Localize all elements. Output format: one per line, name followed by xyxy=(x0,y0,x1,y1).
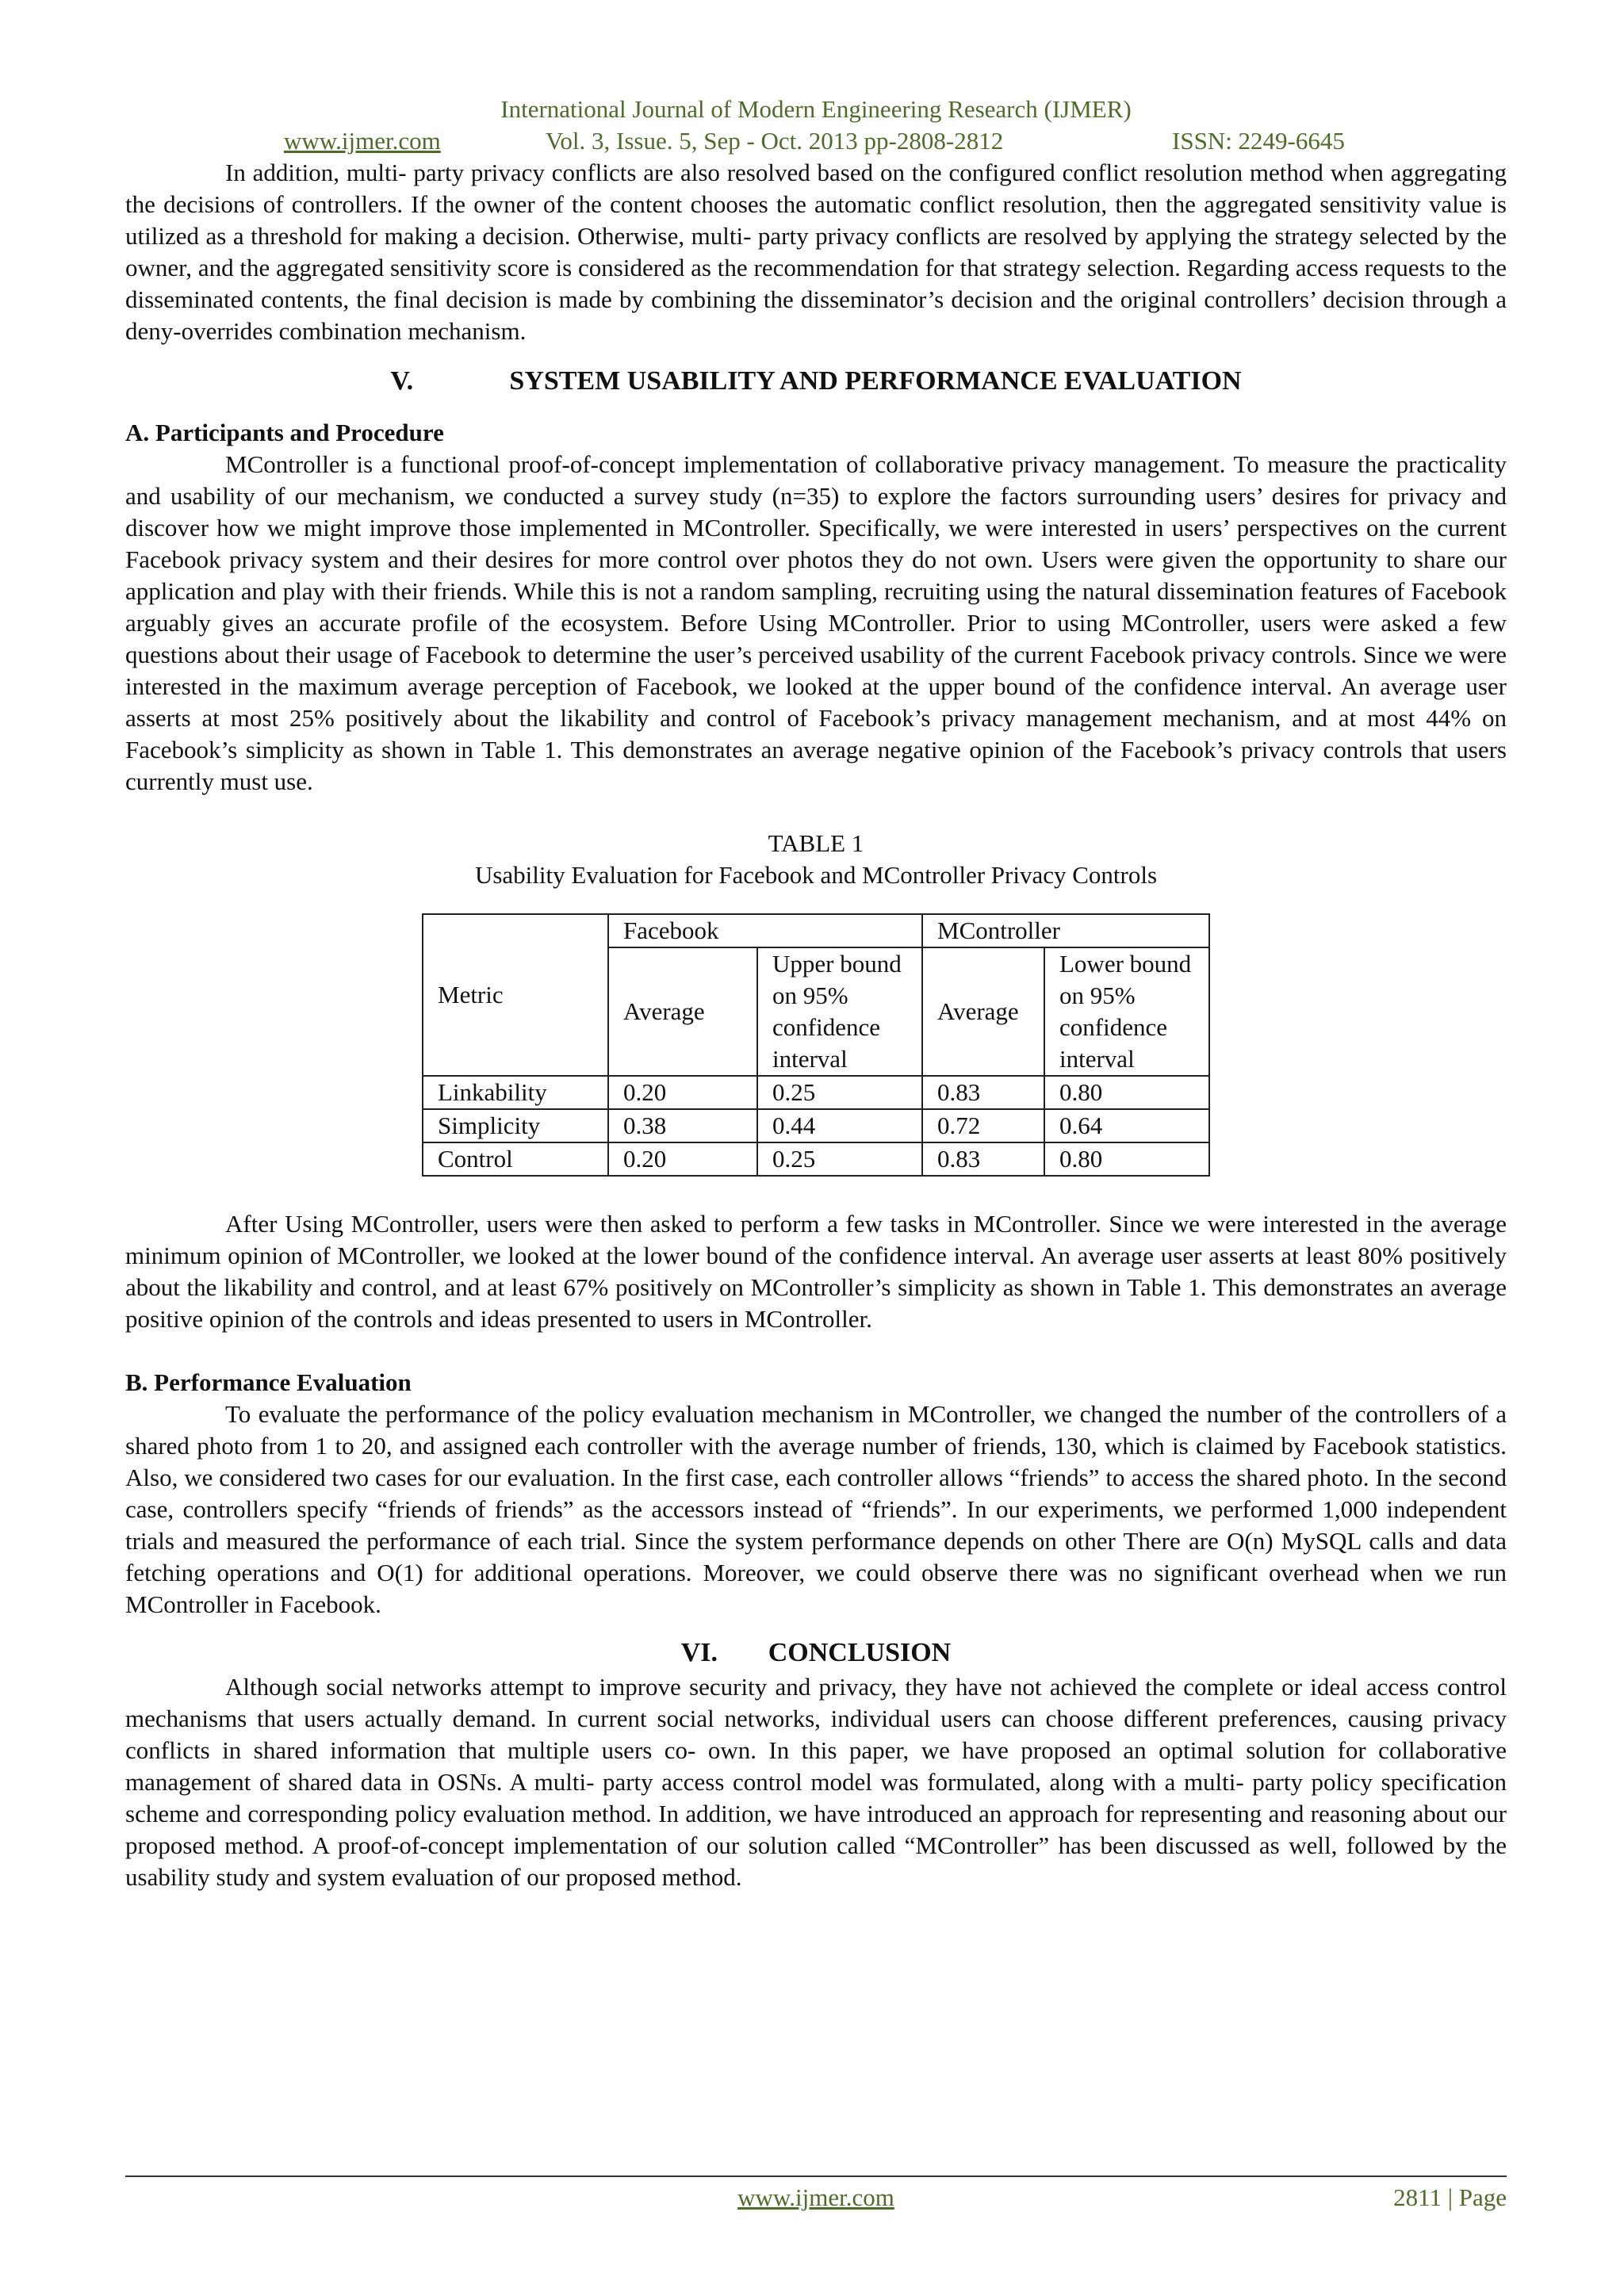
header-volume: Vol. 3, Issue. 5, Sep - Oct. 2013 pp-2808-2812 xyxy=(546,127,1004,155)
table-cell-fb-avg: 0.20 xyxy=(608,1076,757,1109)
table-cell-mc-lower: 0.80 xyxy=(1044,1142,1209,1176)
table-header-mc-average: Average xyxy=(922,947,1044,1076)
table-cell-fb-upper: 0.25 xyxy=(757,1142,922,1176)
table-row xyxy=(423,1109,1209,1142)
table-header-facebook: Facebook xyxy=(608,914,922,947)
section-6-heading xyxy=(125,1635,1507,1671)
table-cell-fb-avg: 0.38 xyxy=(608,1109,757,1142)
table-caption: Usability Evaluation for Facebook and MController Privacy Controls xyxy=(474,861,1158,889)
table-cell-fb-upper: 0.44 xyxy=(757,1109,922,1142)
table-cell-fb-avg: 0.20 xyxy=(608,1142,757,1176)
table-label: TABLE 1 xyxy=(768,829,864,857)
header-meta xyxy=(125,125,1507,157)
section-6-number: VI. xyxy=(680,1638,718,1667)
subsection-a-paragraph-2: After Using MController, users were then asked to perform a few tasks in MController. Since we were interested in the average minimum opinion of MController, we looked at the lower bound of the confidence interval. An average user asserts at least 80% positively about the likability and control, and at least 67% positively on MController’s simplicity as shown in Table 1. This demonstrates an average positive opinion of the controls and ideas presented to users in MController. xyxy=(125,1210,1507,1333)
subsection-a-paragraph-1: MController is a functional proof-of-concept implementation of collaborative privacy management. To measure the practicality and usability of our mechanism, we conducted a survey study (n=35) to explore the factors surrounding users’ desires for privacy and discover how we might improve those implemented in MController. Specifically, we were interested in users’ perspectives on the current Facebook privacy system and their desires for more control over photos they do not own. Users were given the opportunity to share our application and play with their friends. While this is not a random sampling, recruiting using the natural dissemination features of Facebook arguably gives an accurate profile of the ecosystem. Before Using MController. Prior to using MController, users were asked a few questions about their usage of Facebook to determine the user’s perceived usability of the current Facebook privacy controls. Since we were interested in the maximum average perception of Facebook, we looked at the upper bound of the confidence interval. An average user asserts at most 25% positively about the likability and control of Facebook’s privacy management mechanism, and at most 44% on Facebook’s simplicity as shown in Table 1. This demonstrates an average negative opinion of the Facebook’s privacy controls that users currently must use. xyxy=(125,450,1507,795)
table-header-fb-average: Average xyxy=(608,947,757,1076)
table-cell-fb-upper: 0.25 xyxy=(757,1076,922,1109)
section-6-title: CONCLUSION xyxy=(768,1638,952,1667)
table-row xyxy=(423,1142,1209,1176)
table-cell-metric: Control xyxy=(423,1142,608,1176)
table-cell-mc-avg: 0.83 xyxy=(922,1142,1044,1176)
section-5-title: SYSTEM USABILITY AND PERFORMANCE EVALUATION xyxy=(509,366,1242,396)
subsection-b-paragraph: To evaluate the performance of the policy evaluation mechanism in MController, we changed the number of the controllers of a shared photo from 1 to 20, and assigned each controller with the average number of friends, 130, which is claimed by Facebook statistics. Also, we considered two cases for our evaluation. In the first case, each controller allows “friends” to access the shared photo. In the second case, controllers specify “friends of friends” as the accessors instead of “friends”. In our experiments, we performed 1,000 independent trials and measured the performance of each trial. Since the system performance depends on other There are O(n) MySQL calls and data fetching operations and O(1) for additional operations. Moreover, we could observe there was no significant overhead when we run MController in Facebook. xyxy=(125,1400,1507,1618)
table-header-mc-lower-bound: Lower bound on 95% confidence interval xyxy=(1044,947,1209,1076)
subsection-a-title: A. Participants and Procedure xyxy=(125,419,444,446)
table-header-fb-upper-bound: Upper bound on 95% confidence interval xyxy=(757,947,922,1076)
section-5-number: V. xyxy=(390,366,414,396)
article-body xyxy=(125,157,1507,1893)
header-website-link[interactable]: www.ijmer.com xyxy=(284,127,441,155)
table-cell-mc-lower: 0.80 xyxy=(1044,1076,1209,1109)
table-header-mcontroller: MController xyxy=(922,914,1209,947)
section-5-heading xyxy=(125,363,1507,400)
table-cell-mc-avg: 0.83 xyxy=(922,1076,1044,1109)
footer-website-link[interactable]: www.ijmer.com xyxy=(737,2183,894,2211)
table-cell-metric: Simplicity xyxy=(423,1109,608,1142)
header-issn: ISSN: 2249-6645 xyxy=(1172,127,1345,155)
table-cell-mc-lower: 0.64 xyxy=(1044,1109,1209,1142)
subsection-b-title: B. Performance Evaluation xyxy=(125,1368,412,1396)
table-header-metric: Metric xyxy=(423,914,608,1076)
footer-page-number: 2811 | Page xyxy=(1393,2183,1507,2211)
table-cell-metric: Linkability xyxy=(423,1076,608,1109)
page-footer xyxy=(125,2182,1507,2214)
usability-table xyxy=(422,913,1210,1177)
table-row xyxy=(423,1076,1209,1109)
journal-title: International Journal of Modern Engineering Research (IJMER) xyxy=(500,95,1132,123)
conclusion-paragraph: Although social networks attempt to improve security and privacy, they have not achieved the complete or ideal access control mechanisms that users actually demand. In current social networks, individual users can choose different preferences, causing privacy conflicts in shared information that multiple users co- own. In this paper, we have proposed an optimal solution for collaborative management of shared data in OSNs. A multi- party access control model was formulated, along with a multi- party policy specification scheme and corresponding policy evaluation method. In addition, we have introduced an approach for representing and reasoning about our proposed method. A proof-of-concept implementation of our solution called “MController” has been discussed as well, followed by the usability study and system evaluation of our proposed method. xyxy=(125,1673,1507,1891)
intro-paragraph: In addition, multi- party privacy conflicts are also resolved based on the configured conflict resolution method when aggregating the decisions of controllers. If the owner of the content chooses the automatic conflict resolution, then the aggregated sensitivity value is utilized as a threshold for making a decision. Otherwise, multi- party privacy conflicts are resolved by applying the strategy selected by the owner, and the aggregated sensitivity score is considered as the recommendation for that strategy selection. Regarding access requests to the disseminated contents, the final decision is made by combining the disseminator’s decision and the original controllers’ decision through a deny-overrides combination mechanism. xyxy=(125,159,1507,345)
table-cell-mc-avg: 0.72 xyxy=(922,1109,1044,1142)
footer-rule xyxy=(125,2175,1507,2177)
